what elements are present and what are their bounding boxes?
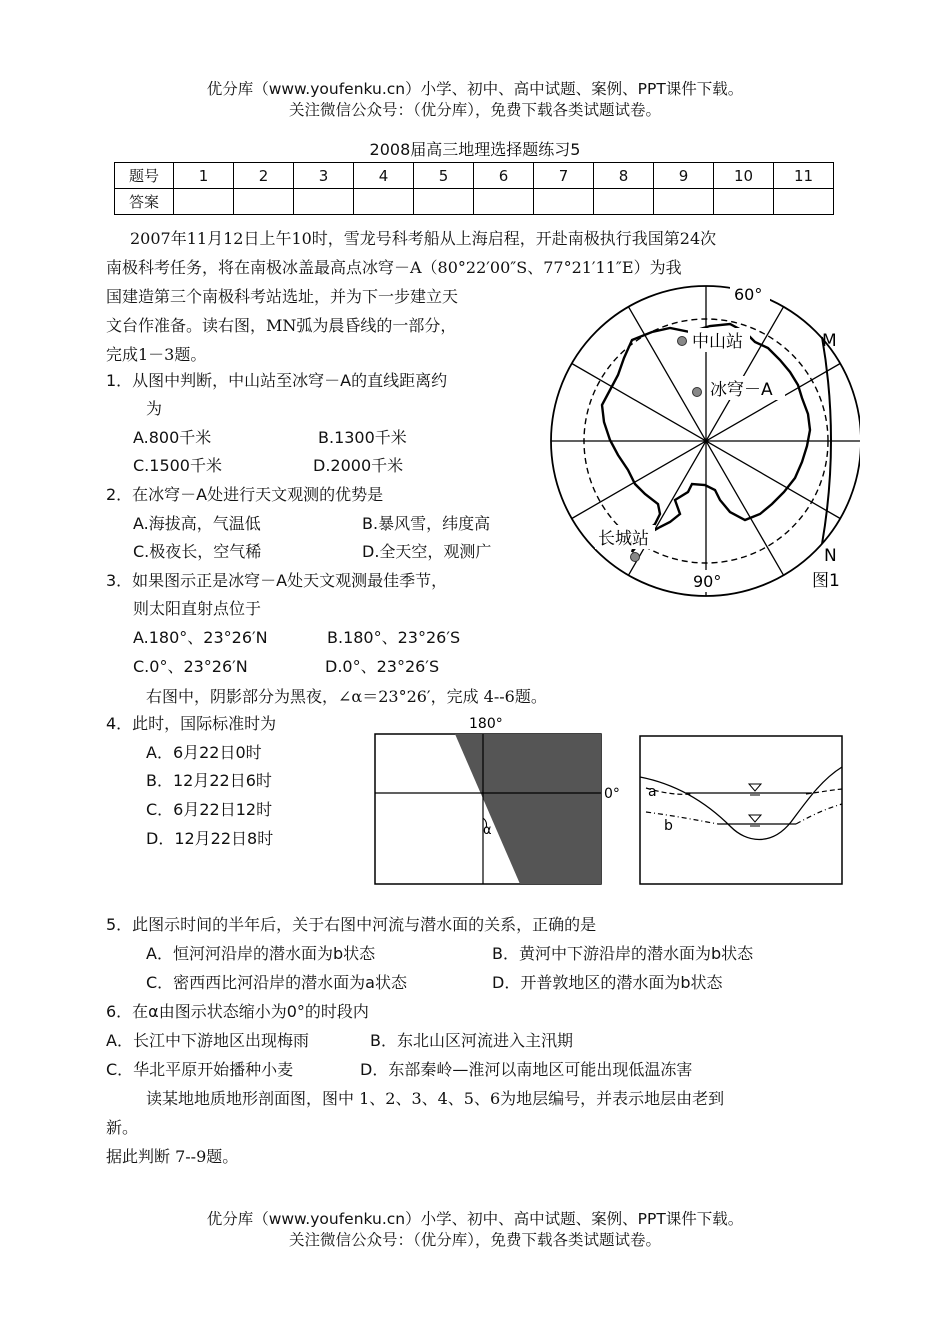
intro-line-5: 完成1－3题。 <box>106 345 207 364</box>
intro-line-3: 国建造第三个南极科考站选址，并为下一步建立天 <box>106 287 459 306</box>
footer-line-1: 优分库（www.youfenku.cn）小学、初中、高中试题、案例、PPT课件下载。 <box>206 1210 744 1228</box>
q3-option-b[interactable]: B.180°、23°26′S <box>327 628 461 647</box>
table-row-answers <box>115 189 834 215</box>
q2-stem: 2．在冰穹－A处进行天文观测的优势是 <box>106 485 384 504</box>
label-60: 60° <box>734 285 763 304</box>
q1-option-d[interactable]: D.2000千米 <box>313 456 404 475</box>
q1-stem-1: 1．从图中判断，中山站至冰穹－A的直线距离约 <box>106 371 448 390</box>
figure-2-daylight-diagram <box>370 714 632 890</box>
number-cell: 6 <box>474 163 534 189</box>
answer-cell[interactable] <box>174 189 234 215</box>
number-cell: 3 <box>294 163 354 189</box>
figure-3-river-profile <box>636 732 848 888</box>
q2-option-d[interactable]: D.全天空，观测广 <box>362 542 492 561</box>
table-row-numbers <box>115 163 834 189</box>
header-line-2: 关注微信公众号：（优分库），免费下载各类试题试卷。 <box>288 101 661 119</box>
q5-option-a[interactable]: A．恒河河沿岸的潜水面为b状态 <box>146 944 376 963</box>
answer-cell[interactable] <box>774 189 834 215</box>
q4-stem: 4．此时，国际标准时为 <box>106 714 277 733</box>
answer-table <box>114 162 834 215</box>
q6-stem: 6．在α由图示状态缩小为0°的时段内 <box>106 1002 369 1021</box>
great-wall-station-marker <box>631 553 640 562</box>
q3-stem-2: 则太阳直射点位于 <box>133 599 262 618</box>
label-great-wall: 长城站 <box>598 529 649 549</box>
answer-cell[interactable] <box>594 189 654 215</box>
intro-line-1: 2007年11月12日上午10时，雪龙号科考船从上海启程，开赴南极执行我国第24次 <box>130 229 717 248</box>
number-cell: 5 <box>414 163 474 189</box>
q5-option-c[interactable]: C．密西西比河沿岸的潜水面为a状态 <box>146 973 407 992</box>
label-dome-a: 冰穹－A <box>710 380 773 400</box>
figure-1-polar-map <box>540 280 860 600</box>
intro-3-line-1: 读某地地质地形剖面图，图中 1、2、3、4、5、6为地层编号，并表示地层由老到 <box>146 1089 725 1108</box>
q6-option-d[interactable]: D．东部秦岭—淮河以南地区可能出现低温冻害 <box>360 1060 693 1079</box>
intro-line-4: 文台作准备。读右图，MN弧为晨昏线的一部分， <box>106 316 457 335</box>
q6-option-c[interactable]: C．华北平原开始播种小麦 <box>106 1060 294 1079</box>
q2-option-a[interactable]: A.海拔高，气温低 <box>133 514 261 533</box>
q5-stem: 5．此图示时间的半年后，关于右图中河流与潜水面的关系，正确的是 <box>106 915 597 934</box>
q5-option-b[interactable]: B．黄河中下游沿岸的潜水面为b状态 <box>492 944 754 963</box>
q6-option-a[interactable]: A．长江中下游地区出现梅雨 <box>106 1031 309 1050</box>
figure-1-caption: 图1 <box>812 571 840 591</box>
answer-cell[interactable] <box>534 189 594 215</box>
number-cell: 1 <box>174 163 234 189</box>
number-cell: 10 <box>714 163 774 189</box>
number-cell: 4 <box>354 163 414 189</box>
q1-option-b[interactable]: B.1300千米 <box>318 428 407 447</box>
table-header-cell: 题号 <box>115 163 174 189</box>
q5-option-d[interactable]: D．开普敦地区的潜水面为b状态 <box>492 973 723 992</box>
label-b: b <box>664 818 673 834</box>
number-cell: 11 <box>774 163 834 189</box>
q4-option-c[interactable]: C．6月22日12时 <box>146 800 273 819</box>
q4-option-b[interactable]: B．12月22日6时 <box>146 771 272 790</box>
intro-line-2: 南极科考任务，将在南极冰盖最高点冰穹－A（80°22′00″S、77°21′11″E）为我 <box>106 258 682 277</box>
q3-option-c[interactable]: C.0°、23°26′N <box>133 657 248 676</box>
page-title: 2008届高三地理选择题练习5 <box>369 140 581 159</box>
label-0: 0° <box>604 786 620 802</box>
answer-cell[interactable] <box>474 189 534 215</box>
intro-3-line-3: 据此判断 7--9题。 <box>106 1147 239 1166</box>
q1-stem-2: 为 <box>146 399 163 418</box>
answer-cell[interactable] <box>234 189 294 215</box>
answer-cell[interactable] <box>294 189 354 215</box>
number-cell: 2 <box>234 163 294 189</box>
q1-option-c[interactable]: C.1500千米 <box>133 456 222 475</box>
zhongshan-station-marker <box>678 337 687 346</box>
label-m: M <box>822 331 837 351</box>
number-cell: 9 <box>654 163 714 189</box>
q3-stem-1: 3．如果图示正是冰穹－A处天文观测最佳季节， <box>106 571 448 590</box>
q3-option-a[interactable]: A.180°、23°26′N <box>133 628 268 647</box>
answer-cell[interactable] <box>654 189 714 215</box>
label-180: 180° <box>469 716 503 732</box>
number-cell: 7 <box>534 163 594 189</box>
footer-line-2: 关注微信公众号：（优分库），免费下载各类试题试卷。 <box>288 1231 661 1249</box>
q4-option-a[interactable]: A．6月22日0时 <box>146 743 262 762</box>
intro-2: 右图中，阴影部分为黑夜，∠α＝23°26′，完成 4--6题。 <box>146 687 547 706</box>
label-zhongshan: 中山站 <box>692 332 743 352</box>
answer-cell[interactable] <box>714 189 774 215</box>
q2-option-b[interactable]: B.暴风雪，纬度高 <box>362 514 491 533</box>
q6-option-b[interactable]: B．东北山区河流进入主汛期 <box>370 1031 573 1050</box>
label-a: a <box>648 784 657 800</box>
q1-option-a[interactable]: A.800千米 <box>133 428 212 447</box>
q2-option-c[interactable]: C.极夜长，空气稀 <box>133 542 262 561</box>
label-alpha: α <box>483 823 492 838</box>
answer-cell[interactable] <box>354 189 414 215</box>
header-line-1: 优分库（www.youfenku.cn）小学、初中、高中试题、案例、PPT课件下载。 <box>206 80 744 98</box>
answer-cell[interactable] <box>414 189 474 215</box>
label-n: N <box>824 546 837 566</box>
diagram-frame <box>640 736 842 884</box>
table-header-cell: 答案 <box>115 189 174 215</box>
number-cell: 8 <box>594 163 654 189</box>
intro-3-line-2: 新。 <box>106 1118 139 1137</box>
q4-option-d[interactable]: D．12月22日8时 <box>146 829 274 848</box>
dome-a-marker <box>693 388 702 397</box>
label-90: 90° <box>693 572 722 591</box>
q3-option-d[interactable]: D.0°、23°26′S <box>325 657 440 676</box>
